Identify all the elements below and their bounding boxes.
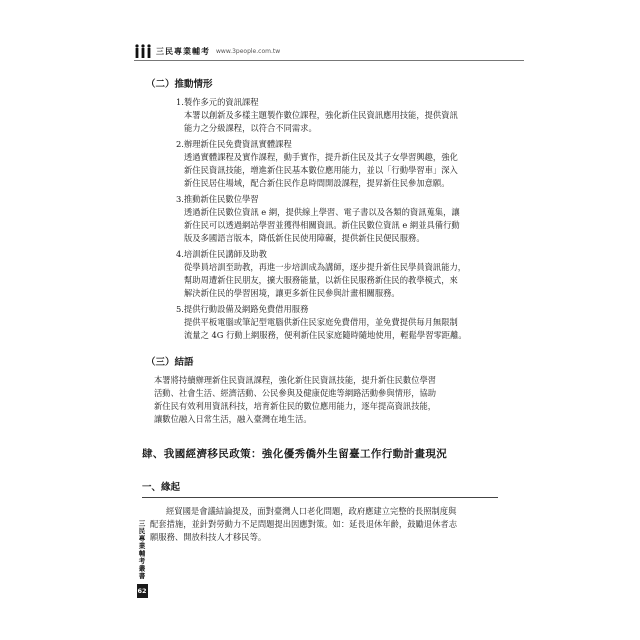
item-line: 幫助周遭新住民朋友，擴大服務能量，以新住民服務新住民的教學模式，來	[184, 275, 458, 285]
item-title: 2.辦理新住民免費資訊實體課程	[176, 139, 292, 149]
promotion-item-1	[146, 96, 498, 135]
subsection-divider	[142, 497, 498, 498]
page-content	[142, 76, 498, 544]
header-divider	[134, 60, 524, 61]
item-line: 新住民可以透過網站學習並獲得相關資訊。新住民數位資訊 e 網並具備行動	[184, 220, 460, 230]
item-line: 解決新住民的學習困境，讓更多新住民參與計畫相關服務。	[184, 288, 400, 298]
item-line: 透過新住民數位資訊 e 網，提供線上學習、電子書以及各類的資訊蒐集，讓	[184, 207, 460, 217]
conclusion-body	[146, 374, 498, 426]
origin-line: 願服務、開放科技人才移民等。	[150, 532, 267, 542]
brand-name: 三民專業輔考	[156, 46, 210, 56]
item-title: 5.提供行動設備及網路免費借用服務	[176, 304, 309, 314]
promotion-item-4	[146, 248, 498, 300]
item-line: 版及多國語言版本，降低新住民使用障礙，提供新住民便民服務。	[184, 233, 425, 243]
promotion-item-5	[146, 303, 498, 342]
item-line: 新住民居住場域，配合新住民作息時間開設課程，提昇新住民參加意願。	[184, 178, 450, 188]
origin-line: 經貿國是會議結論提及，面對臺灣人口老化問題，政府應建立完整的長照制度與	[166, 506, 457, 516]
site-url[interactable]: www.3people.com.tw	[216, 47, 281, 55]
page-number: 62	[137, 584, 148, 598]
item-line: 流量之 4G 行動上網服務，便利新住民家庭隨時隨地使用，輕鬆學習零距離。	[184, 330, 467, 340]
item-line: 提供平板電腦或筆記型電腦供新住民家庭免費借用，並免費提供每月無限制	[184, 317, 458, 327]
conclusion-line: 本署將持續辦理新住民資訊課程，強化新住民資訊技能，提升新住民數位學習	[154, 375, 437, 385]
section-heading-promotion: （二）推動情形	[146, 79, 213, 90]
chapter-title: 肆、我國經濟移民政策：強化優秀僑外生留臺工作行動計畫現況	[142, 448, 448, 460]
page-header	[134, 44, 524, 58]
item-title: 1.製作多元的資訊課程	[176, 97, 259, 107]
publisher-logo-icon	[134, 44, 152, 58]
item-line: 能力之分級課程，以符合不同需求。	[184, 123, 317, 133]
origin-line: 配套措施，並針對勞動力不足問題提出因應對策。如：延長退休年齡，鼓勵退休者志	[150, 519, 457, 529]
subsection-heading-origin: 一、緣起	[142, 482, 181, 493]
item-title: 3.推動新住民數位學習	[176, 194, 259, 204]
conclusion-line: 活動、社會生活、經濟活動、公民參與及健康促進等網路活動參與情形，協助	[154, 388, 437, 398]
item-line: 本署以創新及多樣主題製作數位課程，強化新住民資訊應用技能，提供資訊	[184, 110, 458, 120]
item-line: 透過實體課程及實作課程，動手實作，提升新住民及其子女學習興趣，強化	[184, 152, 458, 162]
section-heading-conclusion: （三）結語	[146, 357, 194, 368]
item-line: 從學員培訓至助教，再進一步培訓成為講師，逐步提升新住民學員資訊能力，	[184, 262, 467, 272]
item-title: 4.培訓新住民講師及助教	[176, 249, 267, 259]
conclusion-line: 讓數位融入日常生活，融入臺灣在地生活。	[154, 414, 312, 424]
side-tab	[136, 520, 148, 600]
conclusion-line: 新住民有效利用資訊科技，培育新住民的數位應用能力，逐年提高資訊技能，	[154, 401, 437, 411]
item-line: 新住民資訊技能，增進新住民基本數位應用能力，並以「行動學習車」深入	[184, 165, 458, 175]
side-tab-text: 三民專業輔考叢書	[137, 520, 146, 580]
promotion-item-3	[146, 193, 498, 245]
origin-body	[146, 505, 498, 544]
promotion-item-2	[146, 138, 498, 190]
